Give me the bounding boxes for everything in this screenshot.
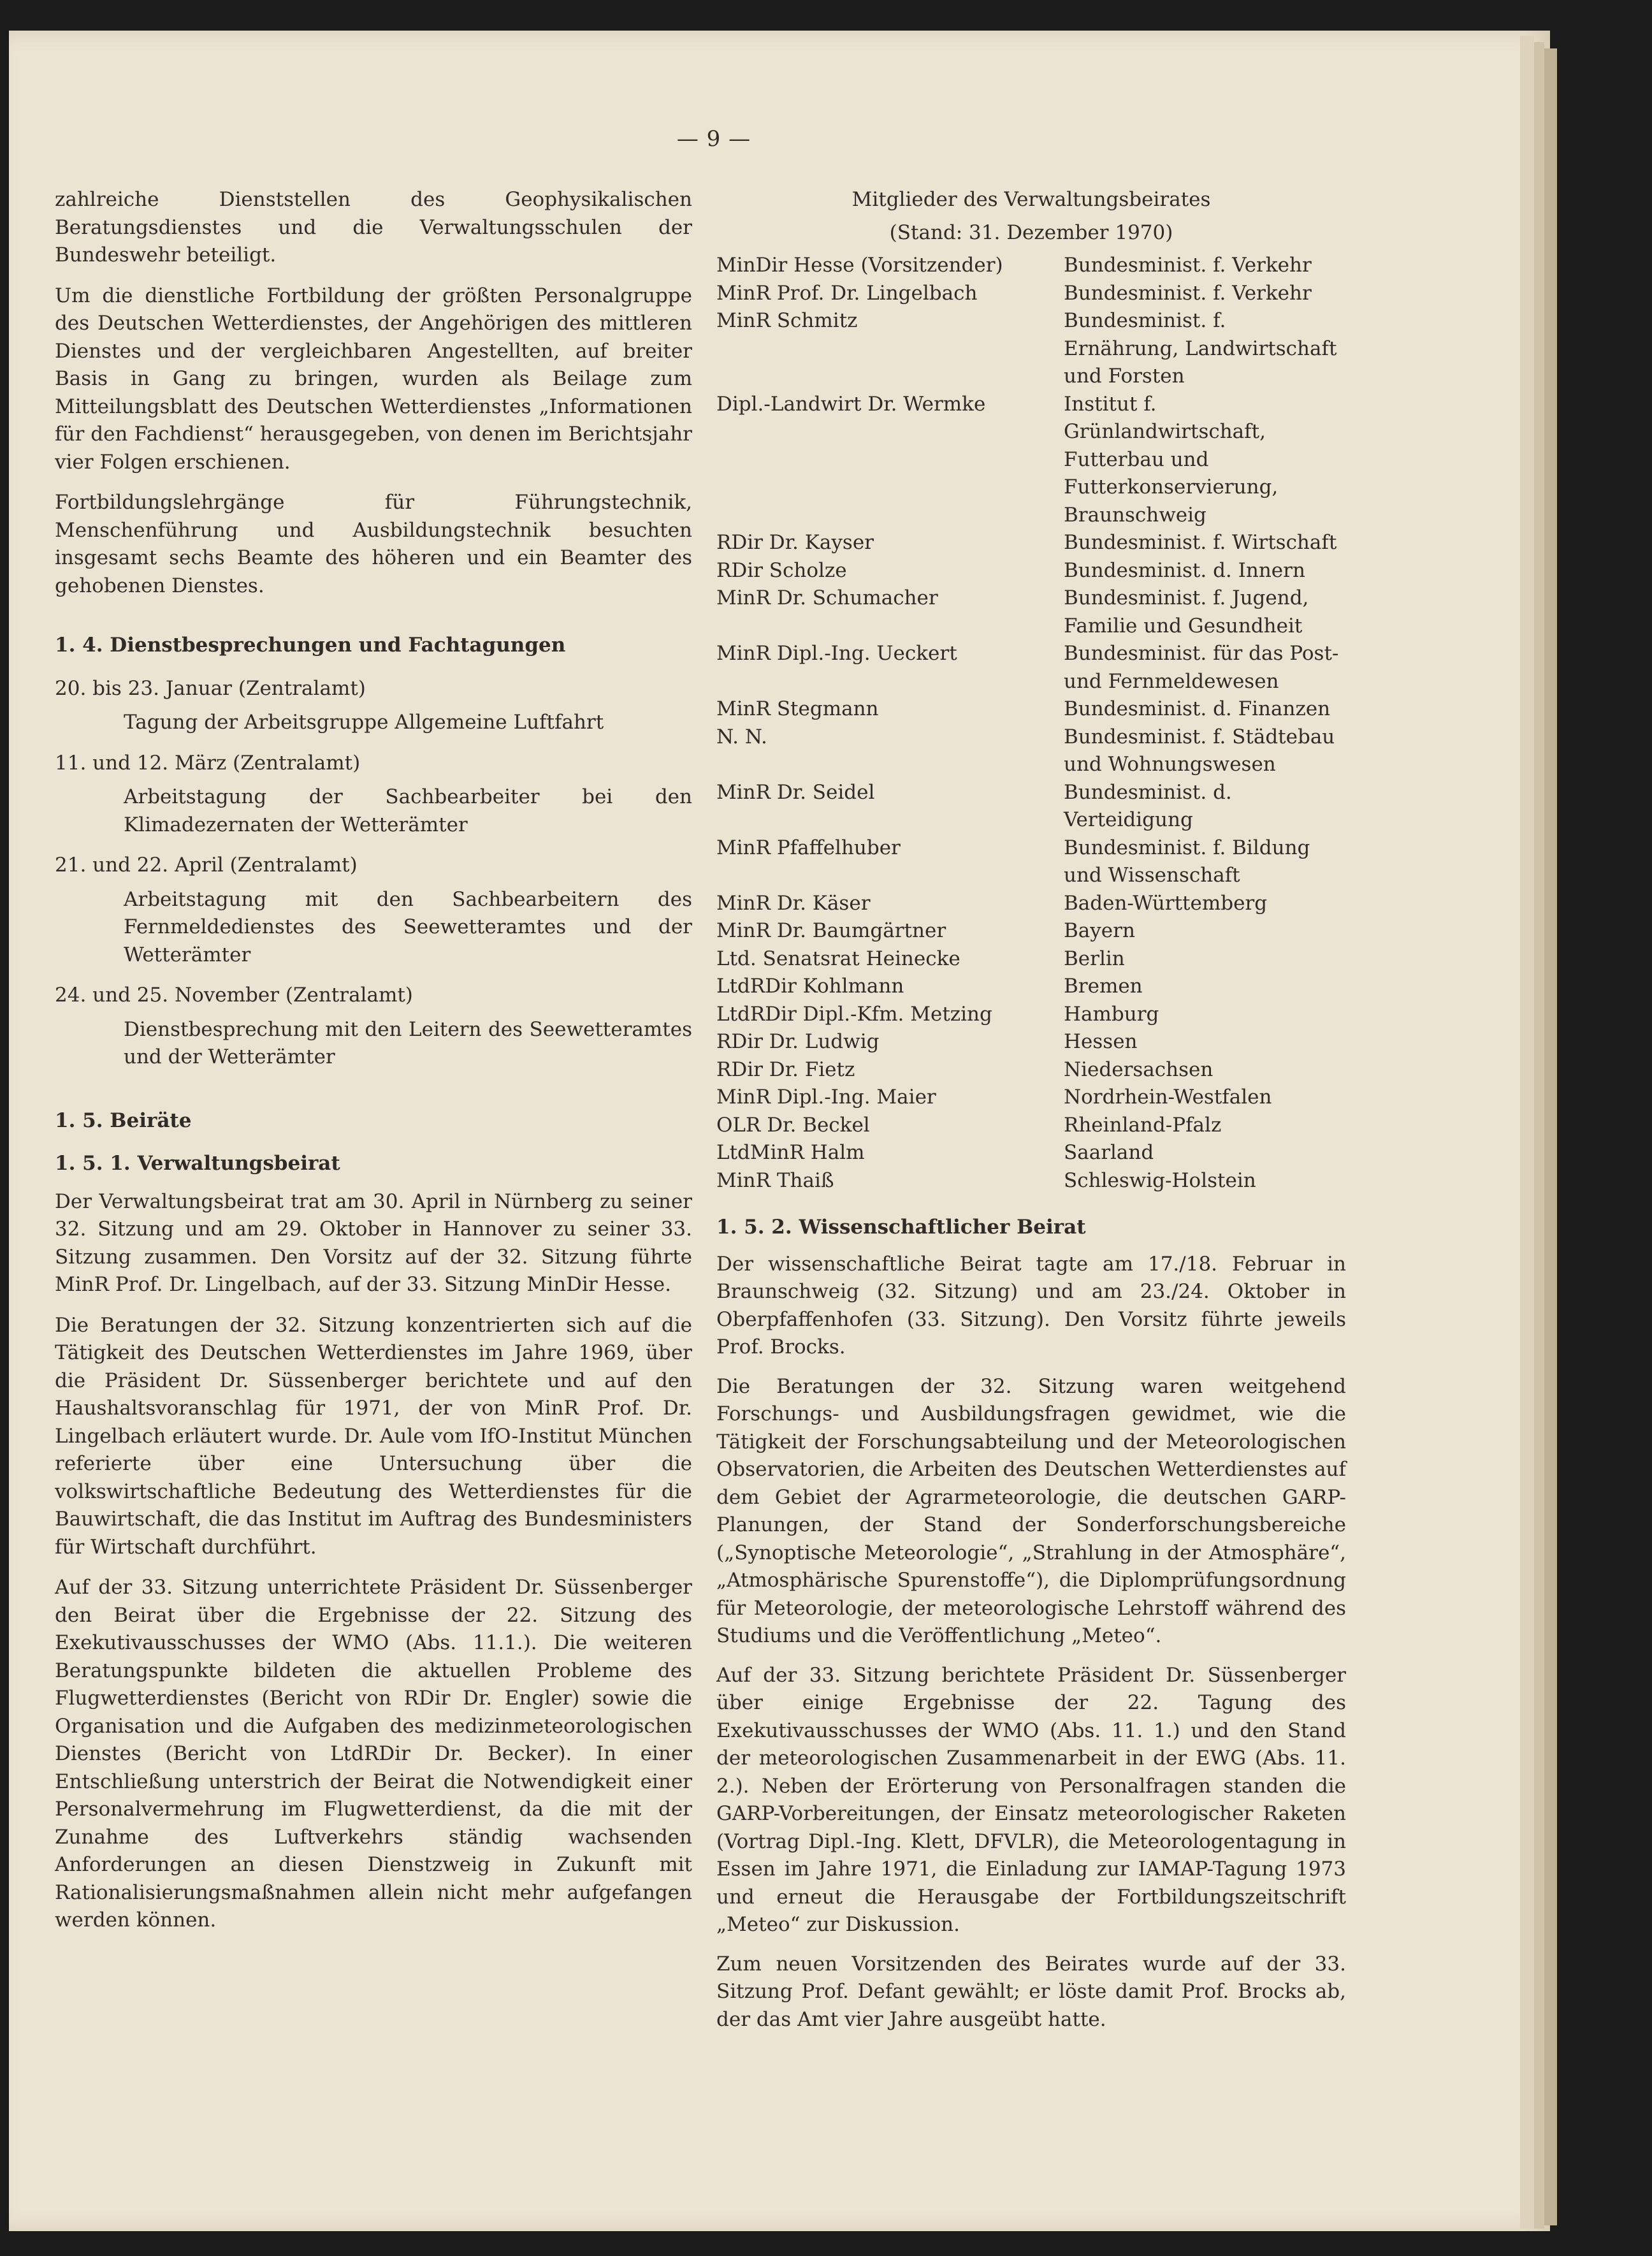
member-organization: Hamburg: [1064, 1002, 1159, 1026]
member-name: MinR Dr. Schumacher: [716, 586, 938, 609]
member-row: [716, 585, 1346, 640]
member-row: [716, 945, 1346, 973]
member-organization: Bundesminist. f. Wirtschaft: [1064, 531, 1337, 554]
member-organization: Bundesminist. d. Verteidigung: [1064, 780, 1232, 831]
member-row: [716, 640, 1346, 695]
member-organization: Bundesminist. f. Jugend, Familie und Gesundheit: [1064, 586, 1309, 637]
member-name: RDir Dr. Kayser: [716, 531, 874, 554]
member-name: LtdRDir Dipl.-Kfm. Metzing: [716, 1002, 992, 1026]
member-organization: Bundesminist. für das Post- und Fernmeldewesen: [1064, 642, 1339, 693]
event-date: 11. und 12. März (Zentralamt): [55, 751, 361, 775]
member-name: MinR Prof. Dr. Lingelbach: [716, 281, 978, 305]
paragraph: Die Beratungen der 32. Sitzung waren weitgehend Forschungs- und Ausbildungsfragen gewidmet, wie die Tätigkeit der Forschungsabteilung und der Meteorologischen Observatorien, die Arbeiten des Deutschen Wetterdienstes auf dem Gebiet der Agrarmeteorologie, die deutschen GARP-Planungen, der Stand der Sonderforschungsbereiche („Synoptische Meteorologie“, „Strahlung in der Atmosphäre“, „Atmosphärische Spurenstoffe“), die Diplomprüfungsordnung für Meteorologie, der meteorologische Lehrstoff während des Studiums und die Veröffentlichung „Meteo“.: [716, 1374, 1346, 1647]
event-description: Arbeitstagung der Sachbearbeiter bei den Klimadezernaten der Wetterämter: [124, 785, 692, 836]
event-description: Tagung der Arbeitsgruppe Allgemeine Luftfahrt: [124, 711, 604, 734]
member-row: [716, 917, 1346, 945]
member-name: RDir Dr. Fietz: [716, 1058, 855, 1081]
member-name: OLR Dr. Beckel: [716, 1113, 870, 1137]
member-organization: Bundesminist. d. Finanzen: [1064, 697, 1331, 720]
paragraph: Um die dienstliche Fortbildung der größten Personalgruppe des Deutschen Wetterdienstes, der Angehörigen des mittleren Dienstes und der vergleichbaren Angestellten, auf breiter Basis in Gang zu bringen, wurden als Beilage zum Mitteilungsblatt des Deutschen Wetterdienstes „Informationen für den Fachdienst“ herausgegeben, von denen im Berichtsjahr vier Folgen erschienen.: [55, 284, 692, 474]
member-row: [716, 1112, 1346, 1140]
section-heading-1-4: 1. 4. Dienstbesprechungen und Fachtagungen: [55, 634, 566, 657]
event-date: 20. bis 23. Januar (Zentralamt): [55, 676, 366, 700]
paragraph: Fortbildungslehrgänge für Führungstechnik, Menschenführung und Ausbildungstechnik besuchten insgesamt sechs Beamte des höheren und ein Beamter des gehobenen Dienstes.: [55, 491, 692, 597]
member-organization: Bremen: [1064, 975, 1143, 998]
member-organization: Bundesminist. f. Bildung und Wissenschaft: [1064, 836, 1310, 887]
member-organization: Bundesminist. f. Ernährung, Landwirtschaft und Forsten: [1064, 309, 1337, 388]
member-name: MinR Stegmann: [716, 697, 879, 720]
member-organization: Institut f. Grünlandwirtschaft, Futterbau und Futterkonservierung, Braunschweig: [1064, 392, 1279, 527]
section-heading-1-5-1: 1. 5. 1. Verwaltungsbeirat: [55, 1152, 340, 1175]
member-row: [716, 1001, 1346, 1029]
member-name: Dipl.-Landwirt Dr. Wermke: [716, 392, 986, 416]
section-heading-1-5-2: 1. 5. 2. Wissenschaftlicher Beirat: [716, 1216, 1086, 1239]
member-organization: Bundesminist. f. Städtebau und Wohnungswesen: [1064, 725, 1335, 776]
member-row: [716, 1167, 1346, 1195]
member-name: MinR Pfaffelhuber: [716, 836, 901, 859]
members-caption: Mitglieder des Verwaltungsbeirates: [851, 188, 1211, 211]
right-column: [716, 186, 1346, 2045]
member-organization: Nordrhein-Westfalen: [1064, 1086, 1272, 1109]
member-row: [716, 529, 1346, 557]
member-row: [716, 1084, 1346, 1112]
event-date: 24. und 25. November (Zentralamt): [55, 984, 413, 1007]
member-name: MinR Dr. Baumgärtner: [716, 919, 946, 942]
member-name: MinR Dipl.-Ing. Ueckert: [716, 642, 957, 665]
member-name: LtdMinR Halm: [716, 1141, 865, 1164]
left-column: [55, 186, 692, 1947]
member-row: [716, 1056, 1346, 1084]
paragraph: Der Verwaltungsbeirat trat am 30. April in Nürnberg zu seiner 32. Sitzung und am 29. Oktober in Hannover zu seiner 33. Sitzung zusammen. Den Vorsitz auf der 32. Sitzung führte MinR Prof. Dr. Lingelbach, auf der 33. Sitzung MinDir Hesse.: [55, 1190, 692, 1296]
member-name: MinDir Hesse (Vorsitzender): [716, 254, 1003, 277]
member-organization: Schleswig-Holstein: [1064, 1168, 1256, 1192]
member-organization: Bundesminist. f. Verkehr: [1064, 254, 1312, 277]
member-row: [716, 307, 1346, 391]
member-organization: Berlin: [1064, 947, 1125, 970]
page-number: — 9 —: [676, 126, 751, 152]
member-name: MinR Schmitz: [716, 309, 858, 332]
paragraph: Die Beratungen der 32. Sitzung konzentrierten sich auf die Tätigkeit des Deutschen Wetterdienstes im Jahre 1969, über die Präsident Dr. Süssenberger berichtete und auf den Haushaltsvoranschlag für 1971, der von MinR Prof. Dr. Lingelbach erläutert wurde. Dr. Aule vom IfO-Institut München referierte über eine Untersuchung über die volkswirtschaftliche Bedeutung des Wetterdienstes für die Bauwirtschaft, die das Institut im Auftrag des Bundesministers für Wirtschaft durchführt.: [55, 1313, 692, 1559]
event-description: Arbeitstagung mit den Sachbearbeitern des Fernmeldedienstes des Seewetteramtes und der Wetterämter: [124, 887, 692, 966]
event-description: Dienstbesprechung mit den Leitern des Seewetteramtes und der Wetterämter: [124, 1017, 692, 1068]
page-edge: [1534, 42, 1544, 2229]
member-name: MinR Thaiß: [716, 1168, 834, 1192]
member-organization: Rheinland-Pfalz: [1064, 1113, 1222, 1137]
member-organization: Bundesminist. d. Innern: [1064, 558, 1305, 582]
member-name: MinR Dipl.-Ing. Maier: [716, 1086, 936, 1109]
page-edge: [1544, 48, 1557, 2225]
paragraph: Auf der 33. Sitzung berichtete Präsident Dr. Süssenberger über einige Ergebnisse der 22. Tagung des Exekutivausschusses der WMO (Abs. 11. 1.) und den Stand der meteorologischen Zusammenarbeit in der EWG (Abs. 11. 2.). Neben der Erörterung von Personalfragen standen die GARP-Vorbereitungen, der Einsatz meteorologischer Raketen (Vortrag Dipl.-Ing. Klett, DFVLR), die Meteorologentagung in Essen im Jahre 1971, die Einladung zur IAMAP-Tagung 1973 und erneut die Herausgabe der Fortbildungszeitschrift „Meteo“ zur Diskussion.: [716, 1663, 1346, 1936]
member-organization: Bayern: [1064, 919, 1135, 942]
member-row: [716, 1139, 1346, 1167]
member-row: [716, 1028, 1346, 1056]
member-name: N. N.: [716, 725, 767, 748]
member-row: [716, 557, 1346, 585]
member-row: [716, 252, 1346, 280]
page-edge: [1520, 36, 1534, 2229]
member-row: [716, 779, 1346, 834]
paragraph: Der wissenschaftliche Beirat tagte am 17./18. Februar in Braunschweig (32. Sitzung) und am 23./24. Oktober in Oberpfaffenhofen (33. Sitzung). Den Vorsitz führte jeweils Prof. Brocks.: [716, 1252, 1346, 1358]
member-organization: Saarland: [1064, 1141, 1154, 1164]
member-row: [716, 834, 1346, 890]
member-organization: Hessen: [1064, 1030, 1138, 1053]
paragraph: Zum neuen Vorsitzenden des Beirates wurde auf der 33. Sitzung Prof. Defant gewählt; er löste damit Prof. Brocks ab, der das Amt vier Jahre ausgeübt hatte.: [716, 1952, 1346, 2031]
paragraph: Auf der 33. Sitzung unterrichtete Präsident Dr. Süssenberger den Beirat über die Ergebnisse der 22. Sitzung des Exekutivausschusses der WMO (Abs. 11.1.). Die weiteren Beratungspunkte bildeten die aktuellen Probleme des Flugwetterdienstes (Bericht von RDir Dr. Engler) sowie die Organisation und die Aufgaben des medizinmeteorologischen Dienstes (Bericht von LtdRDir Dr. Becker). In einer Entschließung unterstrich der Beirat die Notwendigkeit einer Personalvermehrung im Flugwetterdienst, da die mit der Zunahme des Luftverkehrs ständig wachsenden Anforderungen an diesen Dienstzweig in Zukunft mit Rationalisierungsmaßnahmen allein nicht mehr aufgefangen werden können.: [55, 1576, 692, 1932]
members-caption-date: (Stand: 31. Dezember 1970): [889, 221, 1173, 244]
member-organization: Bundesminist. f. Verkehr: [1064, 281, 1312, 305]
member-organization: Niedersachsen: [1064, 1058, 1214, 1081]
member-name: LtdRDir Kohlmann: [716, 975, 904, 998]
member-row: [716, 695, 1346, 724]
paragraph: zahlreiche Dienststellen des Geophysikalischen Beratungsdienstes und die Verwaltungsschulen der Bundeswehr beteiligt.: [55, 188, 692, 266]
event-date: 21. und 22. April (Zentralamt): [55, 854, 358, 877]
member-row: [716, 280, 1346, 308]
member-row: [716, 724, 1346, 779]
member-name: Ltd. Senatsrat Heinecke: [716, 947, 960, 970]
member-name: MinR Dr. Seidel: [716, 780, 875, 804]
member-name: RDir Scholze: [716, 558, 847, 582]
member-organization: Baden-Württemberg: [1064, 891, 1268, 915]
member-row: [716, 973, 1346, 1001]
member-row: [716, 391, 1346, 530]
member-name: MinR Dr. Käser: [716, 891, 871, 915]
members-list: [716, 252, 1346, 1195]
member-name: RDir Dr. Ludwig: [716, 1030, 880, 1053]
member-row: [716, 890, 1346, 918]
section-heading-1-5: 1. 5. Beiräte: [55, 1109, 192, 1132]
